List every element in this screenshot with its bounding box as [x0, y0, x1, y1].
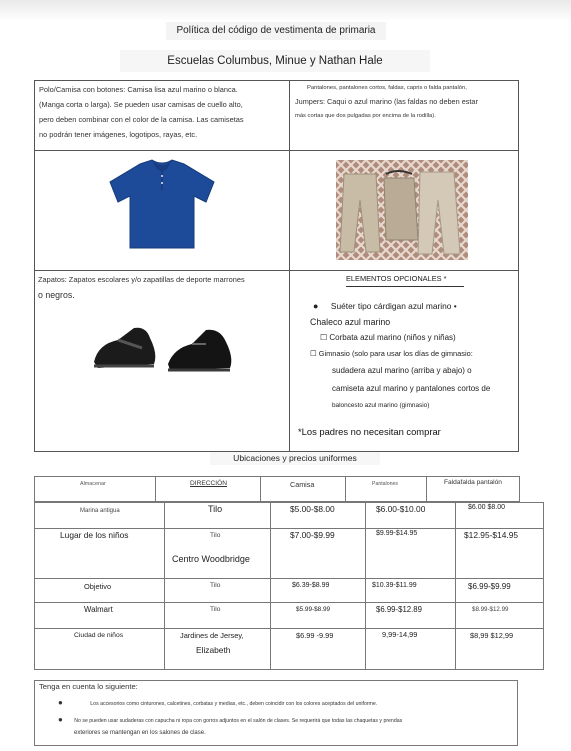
store-name: Marina antigua — [80, 508, 120, 514]
parents-note: *Los padres no necesitan comprar — [298, 426, 441, 437]
document-subtitle: Escuelas Columbus, Minue y Nathan Hale — [120, 50, 430, 72]
header-divider — [155, 476, 156, 502]
header-divider — [426, 476, 427, 502]
skirt-price: $12.95-$14.95 — [464, 530, 519, 540]
shirt-price: $6.99 -9.99 — [296, 631, 334, 640]
store-name: Ciudad de niños — [74, 632, 124, 639]
pants-line-1: Jumpers: Caqui o azul marino (las faldas no deben estar — [295, 97, 478, 106]
shirt-price: $5.99-$8.99 — [296, 606, 331, 613]
bullet-icon: ● — [313, 301, 319, 311]
shirt-line-2: (Manga corta o larga). Se pueden usar camisas de cuello alto, — [39, 100, 243, 109]
optional-items-list — [310, 298, 515, 414]
optional-gym-line-3: camiseta azul marino y pantalones cortos de — [332, 384, 491, 393]
header-divider — [345, 476, 346, 502]
bullet-icon: ● — [58, 715, 63, 724]
store-name: Objetivo — [84, 582, 112, 591]
notes-title: Tenga en cuenta lo siguiente: — [39, 682, 138, 691]
shirt-policy-text — [39, 82, 287, 142]
table-row — [34, 602, 544, 628]
store-address: Tilo — [210, 582, 221, 589]
pants-price: $6.99-$12.89 — [376, 605, 422, 614]
table-row — [34, 628, 544, 670]
header-shirt: Camisa — [290, 480, 315, 489]
note-hoodies-line-2: exteriores se mantengan en los salones de clase. — [74, 730, 206, 736]
optional-gym-line-2: sudadera azul marino (arriba y abajo) o — [332, 366, 472, 375]
shoes-policy-text — [38, 273, 286, 303]
checkbox-icon: ☐ — [310, 349, 317, 358]
pants-policy-text — [295, 82, 517, 124]
pants-line-0: Pantalones, pantalones cortos, faldas, capris o falda pantalón, — [307, 85, 467, 91]
optional-vest: Chaleco azul marino — [310, 317, 391, 327]
shirt-line-1: Polo/Camisa con botones: Camisa lisa azul marino o blanca. — [39, 85, 238, 94]
black-shoes-image — [88, 318, 238, 380]
grid-hline-1 — [34, 150, 519, 151]
store-address-2: Centro Woodbridge — [172, 554, 250, 564]
note-accessories: ● Los accesorios como cinturones, calcetines, corbatas y medias, etc., deben coincidir con los colores aceptados del uniforme. — [58, 698, 378, 707]
store-address: Tilo — [208, 504, 223, 514]
optional-gym: ☐ Gimnasio (solo para usar los días de gimnasio: — [310, 349, 473, 358]
header-skirt: Faldafalda pantalón — [444, 479, 502, 486]
grid-hline-2 — [34, 270, 519, 271]
table-row — [34, 502, 544, 528]
store-name: Lugar de los niños — [60, 530, 129, 540]
skirt-price: $6.99-$9.99 — [468, 582, 511, 591]
shirt-price: $7.00-$9.99 — [290, 530, 335, 540]
optional-items-title — [346, 272, 464, 287]
document-title: Política del código de vestimenta de primaria — [166, 22, 386, 40]
pants-price: $6.00-$10.00 — [376, 504, 426, 514]
optional-items-title-text: ELEMENTOS OPCIONALES * — [346, 274, 447, 283]
grid-vline — [289, 80, 290, 452]
pants-price: 9,99-14,99 — [382, 630, 418, 639]
skirt-price: $6.00 $8.00 — [468, 504, 505, 511]
shoes-line-1: Zapatos: Zapatos escolares y/o zapatillas de deporte marrones — [38, 275, 245, 284]
optional-gym-line-4: baloncesto azul marino (gimnasio) — [332, 402, 430, 409]
skirt-price: $8.99-$12.99 — [472, 606, 509, 613]
store-address: Tilo — [210, 532, 221, 539]
top-shadow — [0, 0, 571, 22]
pants-price: $9.99-$14.95 — [376, 530, 418, 537]
navy-polo-shirt-image — [102, 156, 222, 252]
optional-tie: ☐ Corbata azul marino (niños y niñas) — [320, 333, 456, 342]
store-address: Jardines de Jersey, — [180, 631, 244, 640]
header-pants: Pantalones — [372, 481, 398, 487]
optional-cardigan: ● Suéter tipo cárdigan azul marino • — [313, 301, 457, 311]
header-address: DIRECCIÓN — [190, 480, 227, 487]
checkbox-icon: ☐ — [320, 333, 328, 342]
pants-price: $10.39-$11.99 — [372, 582, 417, 589]
shirt-price: $6.39-$8.99 — [292, 582, 330, 589]
stores-caption: Ubicaciones y precios uniformes — [210, 452, 380, 465]
shirt-line-3: pero deben combinar con el color de la camisa. Las camisetas — [39, 115, 244, 124]
store-address: Tilo — [210, 606, 221, 613]
note-hoodies: ● No se pueden usar sudaderas con capucha ni ropa con gorros adjuntos en el salón de clases. Se requerirá que todas las chaquetas y prendas exteriores se mantengan en los salones de clase. — [58, 714, 516, 739]
header-store: Almacenar — [80, 481, 106, 487]
store-name: Walmart — [84, 605, 113, 614]
bullet-icon: ● — [58, 698, 63, 707]
skirt-price: $8,99 $12,99 — [470, 631, 514, 640]
pants-line-2: más cortas que dos pulgadas por encima de la rodilla). — [295, 113, 436, 119]
shirt-line-4: no podrán tener imágenes, logotipos, rayas, etc. — [39, 130, 198, 139]
store-address-2: Elizabeth — [196, 645, 231, 655]
table-row — [34, 528, 544, 578]
table-row — [34, 578, 544, 602]
shirt-price: $5.00-$8.00 — [290, 504, 335, 514]
header-divider — [260, 476, 261, 502]
shoes-line-2: o negros. — [38, 290, 75, 300]
khaki-pants-image — [336, 160, 468, 260]
